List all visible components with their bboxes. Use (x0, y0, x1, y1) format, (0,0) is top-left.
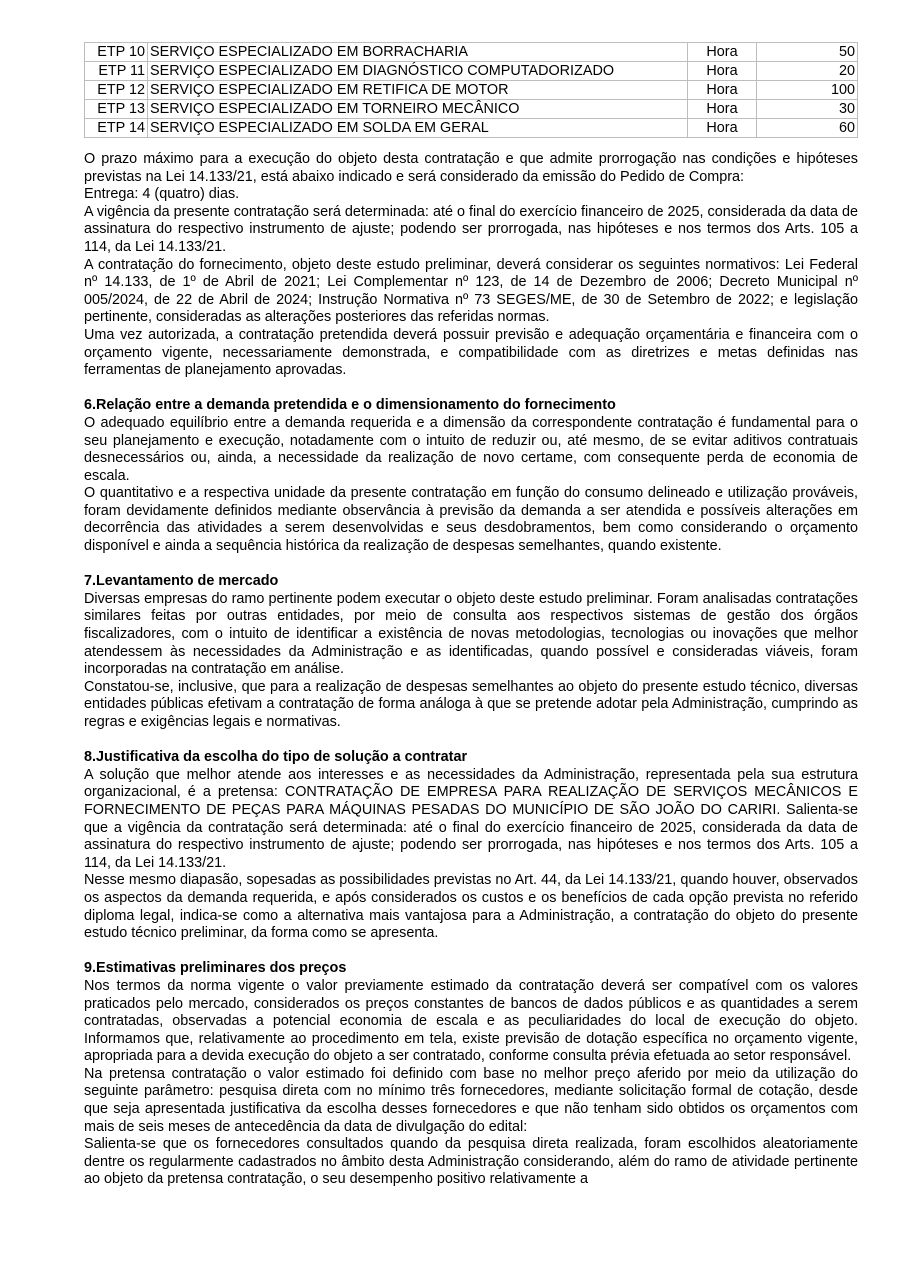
paragraph: A solução que melhor atende aos interesses e as necessidades da Administração, representada pela sua estrutura organizacional, é a pretensa: CONTRATAÇÃO DE EMPRESA PARA REALIZAÇÃO DE SERVIÇOS MECÂNICOS E FORNECIMENTO DE PEÇAS PARA MÁQUINAS PESADAS DO MUNICÍPIO DE SÃO JOÃO DO CARIRI. Salienta-se que a vigência da contratação será determinada: até o final do exercício financeiro de 2025, considerada da data de assinatura do respectivo instrumento de ajuste; podendo ser prorrogada, nas hipóteses e nos termos dos Arts. 105 a 114, da Lei 14.133/21. (84, 766, 858, 871)
paragraph: Constatou-se, inclusive, que para a realização de despesas semelhantes ao objeto do presente estudo técnico, diversas entidades públicas efetivam a contratação de forma análoga à que se pretende adotar pela Administração, cumprindo as regras e exigências legais e normativas. (84, 678, 858, 730)
document-page (84, 42, 858, 1189)
intro-block (84, 151, 858, 380)
paragraph: Salienta-se que os fornecedores consultados quando da pesquisa direta realizada, foram escolhidos aleatoriamente dentre os regularmente cadastrados no âmbito desta Administração considerando, além do ramo de atividade pertinente ao objeto da pretensa contratação, o seu desempenho positivo relativamente a (84, 1136, 858, 1188)
section-heading: 8.Justificativa da escolha do tipo de solução a contratar (84, 749, 468, 766)
paragraph: A contratação do fornecimento, objeto deste estudo preliminar, deverá considerar os seguintes normativos: Lei Federal nº 14.133, de 1º de Abril de 2021; Lei Complementar nº 123, de 14 de Dezembro de 2006; Decreto Municipal nº 005/2024, de 22 de Abril de 2024; Instrução Normativa nº 73 SEGES/ME, de 30 de Setembro de 2022; e legislação pertinente, consideradas as alterações posteriores das referidas normas. (84, 256, 858, 326)
item-description: SERVIÇO ESPECIALIZADO EM RETIFICA DE MOTOR (148, 81, 688, 100)
section-6 (84, 397, 858, 555)
paragraph: A vigência da presente contratação será determinada: até o final do exercício financeiro de 2025, considerada da data de assinatura do respectivo instrumento de ajuste; podendo ser prorrogada, nas hipóteses e nos termos dos Arts. 105 a 114, da Lei 14.133/21. (84, 203, 858, 255)
table-row (85, 81, 858, 100)
paragraph: Entrega: 4 (quatro) dias. (84, 186, 240, 203)
item-quantity: 20 (757, 62, 858, 81)
section-9 (84, 960, 858, 1189)
section-7 (84, 573, 858, 731)
paragraph: Diversas empresas do ramo pertinente podem executar o objeto deste estudo preliminar. Foram analisadas contratações similares feitas por outras entidades, por meio de consulta aos respectivos sistemas de gestão dos órgãos fiscalizadores, com o intuito de identificar a existência de novas metodologias, tecnologias ou inovações que melhor atendessem às necessidades da Administração e as identificadas, quando possível e consideradas viáveis, foram incorporadas na contratação em análise. (84, 590, 858, 678)
table-row (85, 62, 858, 81)
item-description: SERVIÇO ESPECIALIZADO EM DIAGNÓSTICO COMPUTADORIZADO (148, 62, 688, 81)
item-description: SERVIÇO ESPECIALIZADO EM BORRACHARIA (148, 43, 688, 62)
section-heading: 9.Estimativas preliminares dos preços (84, 960, 347, 977)
item-quantity: 30 (757, 100, 858, 119)
item-unit: Hora (688, 43, 757, 62)
item-unit: Hora (688, 62, 757, 81)
paragraph: O adequado equilíbrio entre a demanda requerida e a dimensão da correspondente contratação é fundamental para o seu planejamento e execução, notadamente com o intuito de reduzir ou, até mesmo, de se evitar aditivos contratuais desnecessários ou, ainda, a necessidade da realização de novo certame, com consequente perda de economia de escala. (84, 414, 858, 484)
section-8 (84, 749, 858, 943)
item-code: ETP 14 (85, 119, 148, 138)
item-unit: Hora (688, 100, 757, 119)
paragraph: Uma vez autorizada, a contratação pretendida deverá possuir previsão e adequação orçamentária e financeira com o orçamento vigente, necessariamente demonstrada, e compatibilidade com as diretrizes e metas definidas nas ferramentas de planejamento aprovadas. (84, 326, 858, 379)
items-table (84, 42, 858, 138)
table-row (85, 100, 858, 119)
section-heading: 7.Levantamento de mercado (84, 573, 279, 590)
item-quantity: 50 (757, 43, 858, 62)
paragraph: Nesse mesmo diapasão, sopesadas as possibilidades previstas no Art. 44, da Lei 14.133/21, quando houver, observados os aspectos da demanda requerida, e após considerados os custos e os benefícios de cada opção prevista no referido diploma legal, indica-se como a alternativa mais vantajosa para a Administração, a contratação do objeto do presente estudo técnico preliminar, da forma como se apresenta. (84, 872, 858, 942)
document-body (84, 151, 858, 1189)
item-quantity: 100 (757, 81, 858, 100)
paragraph: O prazo máximo para a execução do objeto desta contratação e que admite prorrogação nas condições e hipóteses previstas na Lei 14.133/21, está abaixo indicado e será considerado da emissão do Pedido de Compra: (84, 151, 858, 185)
item-unit: Hora (688, 81, 757, 100)
section-heading: 6.Relação entre a demanda pretendida e o dimensionamento do fornecimento (84, 397, 616, 414)
item-description: SERVIÇO ESPECIALIZADO EM TORNEIRO MECÂNICO (148, 100, 688, 119)
item-unit: Hora (688, 119, 757, 138)
item-code: ETP 12 (85, 81, 148, 100)
item-quantity: 60 (757, 119, 858, 138)
item-code: ETP 10 (85, 43, 148, 62)
table-row (85, 43, 858, 62)
paragraph: Nos termos da norma vigente o valor previamente estimado da contratação deverá ser compatível com os valores praticados pelo mercado, considerados os preços constantes de bancos de dados públicos e as quantidades a serem contratadas, observadas a potencial economia de escala e as peculiaridades do local de execução do objeto. Informamos que, relativamente ao procedimento em tela, existe previsão de dotação específica no orçamento vigente, apropriada para a devida execução do objeto a ser contratado, conforme consulta prévia efetuada ao setor responsável. (84, 977, 858, 1065)
paragraph: Na pretensa contratação o valor estimado foi definido com base no melhor preço aferido por meio da utilização do seguinte parâmetro: pesquisa direta com no mínimo três fornecedores, mediante solicitação formal de cotação, desde que seja apresentada justificativa da escolha desses fornecedores e que não tenham sido obtidos os orçamentos com mais de seis meses de antecedência da data de divulgação do edital: (84, 1065, 858, 1135)
paragraph: O quantitativo e a respectiva unidade da presente contratação em função do consumo delineado e utilização prováveis, foram devidamente definidos mediante observância à previsão da demanda a ser atendida e possíveis alterações em decorrência das atividades a serem desenvolvidas e seus desdobramentos, bem como considerando o orçamento disponível e ainda a sequência histórica da realização de despesas semelhantes, quando existente. (84, 485, 858, 555)
table-row (85, 119, 858, 138)
item-code: ETP 13 (85, 100, 148, 119)
item-description: SERVIÇO ESPECIALIZADO EM SOLDA EM GERAL (148, 119, 688, 138)
item-code: ETP 11 (85, 62, 148, 81)
